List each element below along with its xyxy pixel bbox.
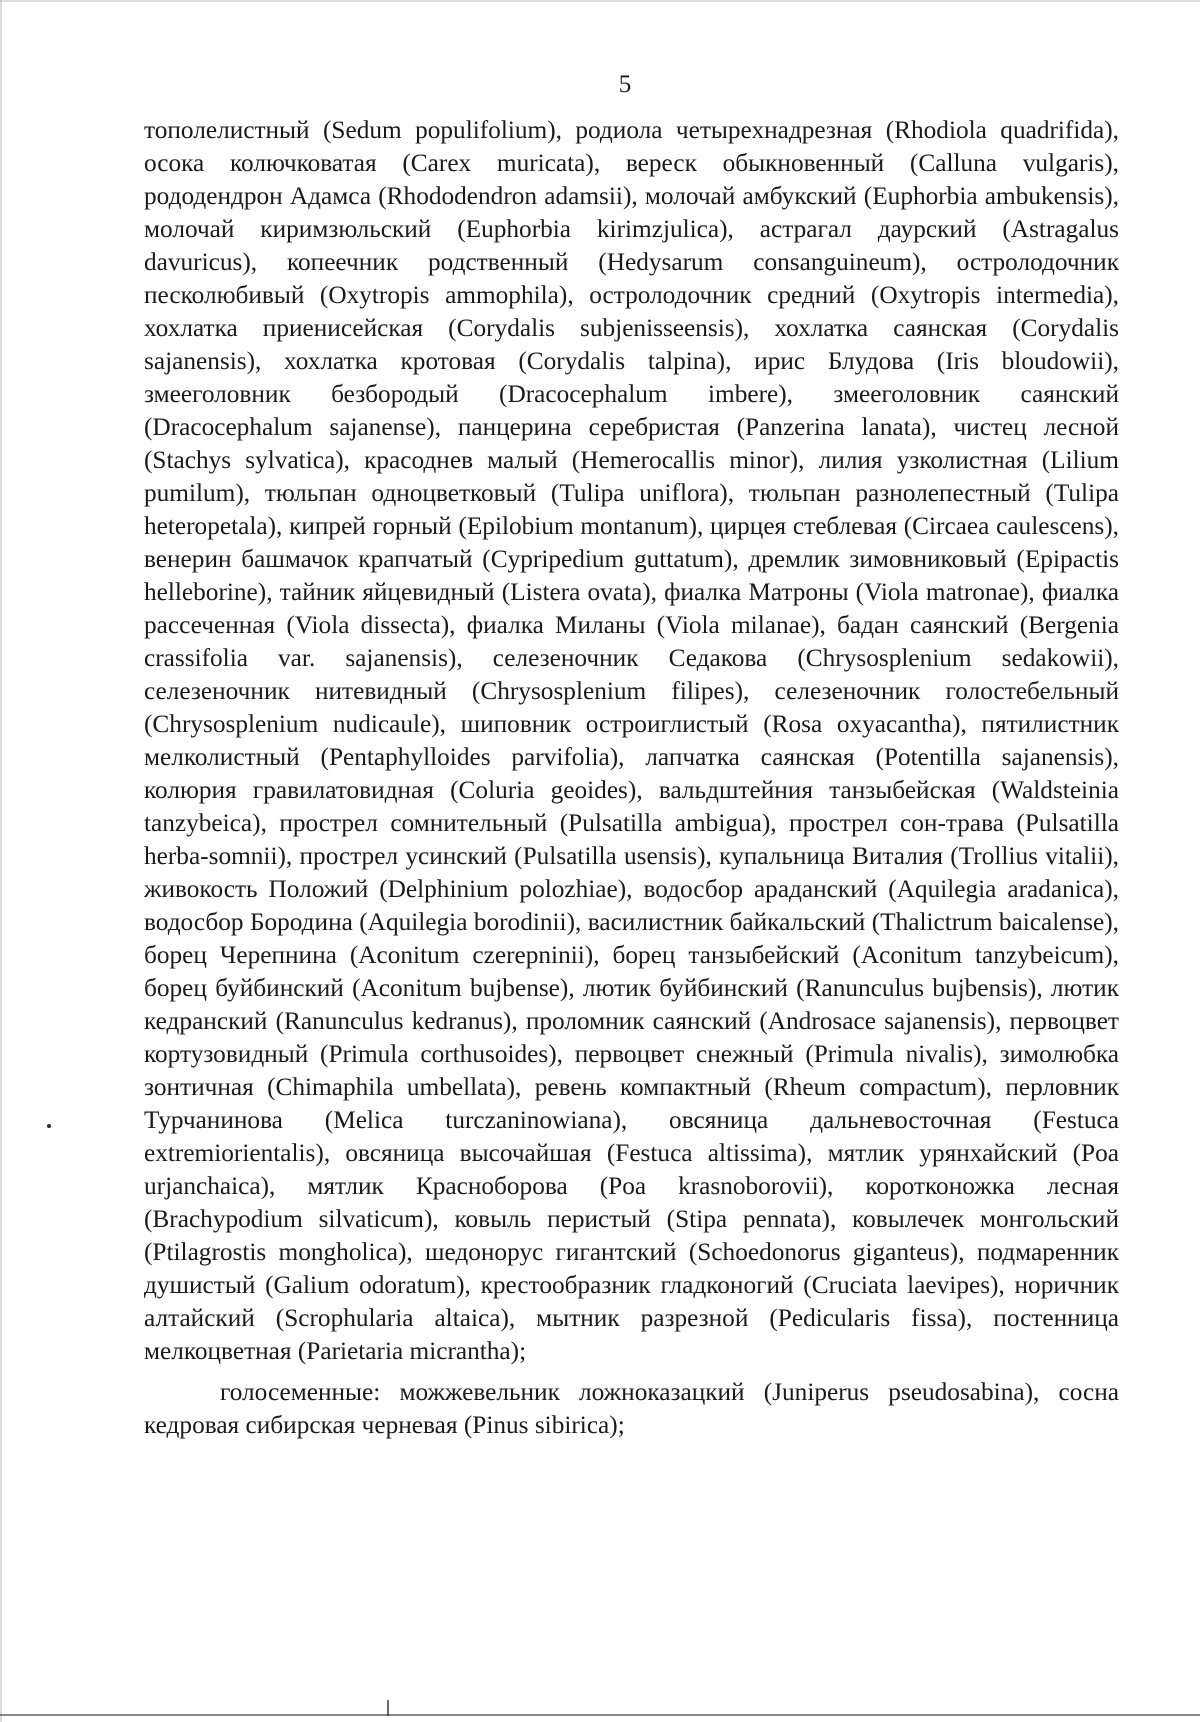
document-body [144, 114, 1119, 1442]
left-edge-shadow [0, 0, 2, 1722]
gymnosperms-paragraph: голосеменные: можжевельник ложноказацкий (Juniperus pseudosabina), сосна кедровая сибирская черневая (Pinus sibirica); [144, 1378, 1119, 1439]
top-edge-rule [0, 0, 1200, 2]
plant-list-paragraph: тополелистный (Sedum populifolium), родиола четырехнадрезная (Rhodiola quadrifida), осока колючковатая (Carex muricata), вереск обыкновенный (Calluna vulgaris), рододендрон Адамса (Rhododendron adamsii), молочай амбукский (Euphorbia ambukensis), молочай киримзюльский (Euphorbia kirimzjulica), астрагал даурский (Astragalus davuricus), копеечник родственный (Hedysarum consanguineum), остролодочник песколюбивый (Oxytropis ammophila), остролодочник средний (Oxytropis intermedia), хохлатка приенисейская (Corydalis subjenisseensis), хохлатка саянская (Corydalis sajanensis), хохлатка кротовая (Corydalis talpina), ирис Блудова (Iris bloudowii), змееголовник безбородый (Dracocephalum imbere), змееголовник саянский (Dracocephalum sajanense), панцерина серебристая (Panzerina lanata), чистец лесной (Stachys sylvatica), красоднев малый (Hemerocallis minor), лилия узколистная (Lilium pumilum), тюльпан одноцветковый (Tulipa uniflora), тюльпан разнолепестный (Tulipa heteropetala), кипрей горный (Epilobium montanum), цирцея стеблевая (Circaea caulescens), венерин башмачок крапчатый (Cypripedium guttatum), дремлик зимовниковый (Epipactis helleborine), тайник яйцевидный (Listera ovata), фиалка Матроны (Viola matronae), фиалка рассеченная (Viola dissecta), фиалка Миланы (Viola milanae), бадан саянский (Bergenia crassifolia var. sajanensis), селезеночник Седакова (Chrysosplenium sedakowii), селезеночник нитевидный (Chrysosplenium filipes), селезеночник голостебельный (Chrysosplenium nudicaule), шиповник остроиглистый (Rosa oxyacantha), пятилистник мелколистный (Pentaphylloides parvifolia), лапчатка саянская (Potentilla sajanensis), колюрия гравилатовидная (Coluria geoides), вальдштейния танзыбейская (Waldsteinia tanzybeica), прострел сомнительный (Pulsatilla ambigua), прострел сон-трава (Pulsatilla herba-somnii), прострел усинский (Pulsatilla usensis), купальница Виталия (Trollius vitalii), живокость Положий (Delphinium polozhiae), водосбор араданский (Aquilegia aradanica), водосбор Бородина (Aquilegia borodinii), василистник байкальский (Thalictrum baicalense), борец Черепнина (Aconitum czerepninii), борец танзыбейский (Aconitum tanzybeicum), борец буйбинский (Aconitum bujbense), лютик буйбинский (Ranunculus bujbensis), лютик кедранский (Ranunculus kedranus), проломник саянский (Androsace sajanensis), первоцвет кортузовидный (Primula corthusoides), первоцвет снежный (Primula nivalis), зимолюбка зонтичная (Chimaphila umbellata), ревень компактный (Rheum compactum), перловник Турчанинова (Melica turczaninowiana), овсяница дальневосточная (Festuca extremiorientalis), овсяница высочайшая (Festuca altissima), мятлик урянхайский (Poa urjanchaica), мятлик Красноборова (Poa krasnoborovii), коротконожка лесная (Brachypodium silvaticum), ковыль перистый (Stipa pennata), ковылечек монгольский (Ptilagrostis mongholica), шедонорус гигантский (Schoedonorus giganteus), подмаренник душистый (Galium odoratum), крестообразник гладконогий (Cruciata laevipes), норичник алтайский (Scrophularia altaica), мытник разрезной (Pedicularis fissa), постенница мелкоцветная (Parietaria micrantha); [144, 116, 1119, 1365]
bottom-edge-rule [0, 1714, 1200, 1716]
scan-speck [47, 1124, 51, 1128]
page-number: 5 [618, 71, 632, 98]
bottom-rule-tick [387, 1700, 389, 1716]
